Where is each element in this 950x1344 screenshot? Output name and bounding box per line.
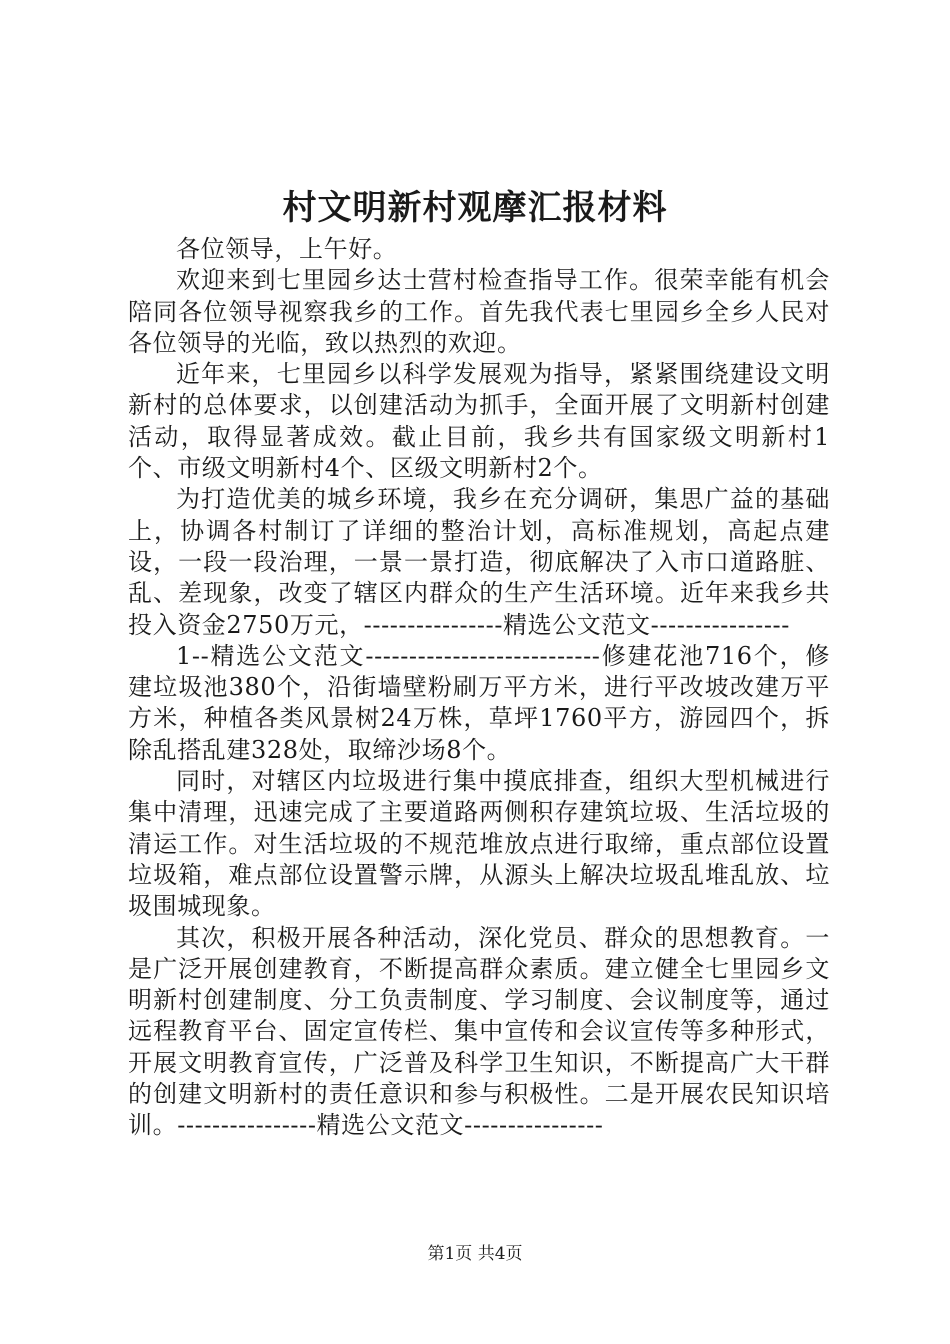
paragraph: 近年来，七里园乡以科学发展观为指导，紧紧围绕建设文明新村的总体要求，以创建活动为抓手，全面开展了文明新村创建活动，取得显著成效。截止目前，我乡共有国家级文明新村1个、市级文明新村4个、区级文明新村2个。 [128, 360, 830, 483]
document-title: 村文明新村观摩汇报材料 [282, 188, 668, 228]
paragraph: 各位领导，上午好。 [176, 235, 398, 263]
paragraph: 1--精选公文范文---------------------------修建花池716个，修建垃圾池380个，沿街墙壁粉刷万平方米，进行平改坡改建万平方米，种植各类风景树24万株，草坪1760平方，游园四个，拆除乱搭乱建328处，取缔沙场8个。 [128, 641, 830, 764]
document-body [128, 234, 830, 1142]
paragraph: 其次，积极开展各种活动，深化党员、群众的思想教育。一是广泛开展创建教育，不断提高群众素质。建立健全七里园乡文明新村创建制度、分工负责制度、学习制度、会议制度等，通过远程教育平台、固定宣传栏、集中宣传和会议宣传等多种形式，开展文明教育宣传，广泛普及科学卫生知识，不断提高广大干群的创建文明新村的责任意识和参与积极性。二是开展农民知识培训。----------------精选公文范文---------------- [128, 923, 830, 1140]
paragraph: 欢迎来到七里园乡达士营村检查指导工作。很荣幸能有机会陪同各位领导视察我乡的工作。首先我代表七里园乡全乡人民对各位领导的光临，致以热烈的欢迎。 [128, 266, 830, 357]
paragraph: 同时，对辖区内垃圾进行集中摸底排查，组织大型机械进行集中清理，迅速完成了主要道路两侧积存建筑垃圾、生活垃圾的清运工作。对生活垃圾的不规范堆放点进行取缔，重点部位设置垃圾箱，难点部位设置警示牌，从源头上解决垃圾乱堆乱放、垃圾围城现象。 [128, 767, 830, 921]
paragraph: 为打造优美的城乡环境，我乡在充分调研，集思广益的基础上，协调各村制订了详细的整治计划，高标准规划，高起点建设，一段一段治理，一景一景打造，彻底解决了入市口道路脏、乱、差现象，改变了辖区内群众的生产生活环境。近年来我乡共投入资金2750万元，----------------精选公文范文---------------- [128, 485, 830, 639]
page-footer: 第1页 共4页 [427, 1244, 523, 1264]
